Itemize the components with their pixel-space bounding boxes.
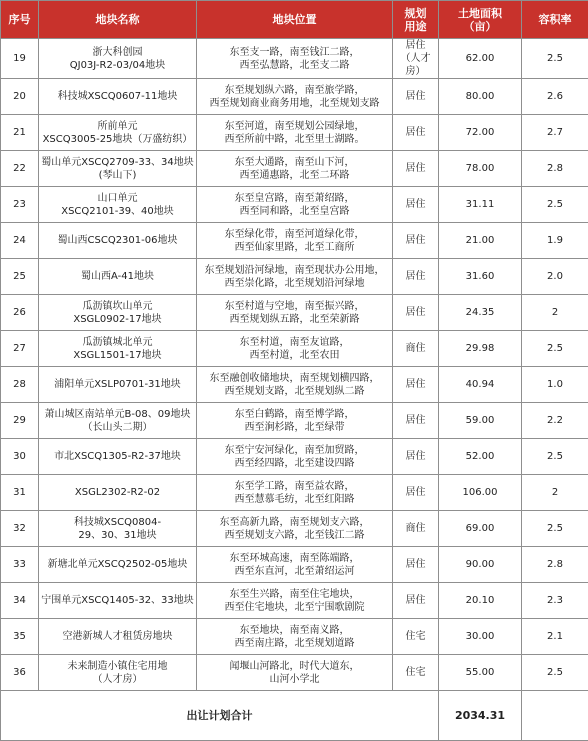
cell-far: 1.9 xyxy=(522,223,588,259)
cell-use: 居住 xyxy=(393,367,439,403)
cell-location: 东至地块，南至南义路， 西至南庄路，北至规划道路 xyxy=(197,619,393,655)
header-far: 容积率 xyxy=(522,1,588,39)
cell-use: 居住 xyxy=(393,295,439,331)
cell-name: 萧山城区南站单元B-08、09地块（长山头二期） xyxy=(39,403,197,439)
total-value: 2034.31 xyxy=(439,691,522,741)
cell-name: 科技城XSCQ0607-11地块 xyxy=(39,79,197,115)
cell-name: 所前单元 XSCQ3005-25地块（万盛纺织） xyxy=(39,115,197,151)
cell-use: 商住 xyxy=(393,511,439,547)
cell-no: 21 xyxy=(1,115,39,151)
cell-use: 居住 xyxy=(393,151,439,187)
table-row xyxy=(1,39,588,79)
header-name: 地块名称 xyxy=(39,1,197,39)
cell-name: 山口单元 XSCQ2101-39、40地块 xyxy=(39,187,197,223)
cell-location: 东至河道，南至规划公园绿地， 西至所前中路，北至里士湖路。 xyxy=(197,115,393,151)
table-row xyxy=(1,331,588,367)
cell-name: 瓜沥镇坎山单元 XSGL0902-17地块 xyxy=(39,295,197,331)
cell-use: 居住 xyxy=(393,475,439,511)
cell-name: 新塘北单元XSCQ2502-05地块 xyxy=(39,547,197,583)
cell-location: 东至宁安河绿化，南至加贸路， 西至经四路，北至建设四路 xyxy=(197,439,393,475)
cell-location: 东至融创收储地块，南至规划横四路， 西至规划支路，北至规划纵二路 xyxy=(197,367,393,403)
cell-no: 22 xyxy=(1,151,39,187)
cell-area: 20.10 xyxy=(439,583,522,619)
cell-no: 23 xyxy=(1,187,39,223)
cell-name: 浙大科创园 QJ03J-R2-03/04地块 xyxy=(39,39,197,79)
cell-name: 市北XSCQ1305-R2-37地块 xyxy=(39,439,197,475)
cell-area: 106.00 xyxy=(439,475,522,511)
cell-far: 2.8 xyxy=(522,151,588,187)
cell-use: 居住 xyxy=(393,259,439,295)
cell-location: 东至高新九路，南至规划支六路， 西至规划支六路，北至钱江二路 xyxy=(197,511,393,547)
cell-far: 2.5 xyxy=(522,511,588,547)
cell-use: 居住 xyxy=(393,187,439,223)
total-empty-cell xyxy=(522,691,588,741)
cell-no: 35 xyxy=(1,619,39,655)
cell-no: 28 xyxy=(1,367,39,403)
cell-far: 2.8 xyxy=(522,547,588,583)
cell-area: 52.00 xyxy=(439,439,522,475)
cell-use: 居住 （人才房） xyxy=(393,39,439,79)
cell-far: 2.3 xyxy=(522,583,588,619)
table-row xyxy=(1,187,588,223)
cell-no: 32 xyxy=(1,511,39,547)
cell-far: 2.7 xyxy=(522,115,588,151)
cell-area: 80.00 xyxy=(439,79,522,115)
cell-location: 闻堰山河路北，时代大道东， 山河小学北 xyxy=(197,655,393,691)
cell-location: 东至皇宫路，南至萧绍路， 西至同和路，北至皇宫路 xyxy=(197,187,393,223)
cell-area: 69.00 xyxy=(439,511,522,547)
cell-name: 蜀山单元XSCQ2709-33、34地块(琴山下) xyxy=(39,151,197,187)
table-header-row xyxy=(1,1,588,39)
cell-far: 2.2 xyxy=(522,403,588,439)
table-row xyxy=(1,259,588,295)
cell-area: 31.11 xyxy=(439,187,522,223)
cell-use: 居住 xyxy=(393,403,439,439)
header-location: 地块位置 xyxy=(197,1,393,39)
total-row xyxy=(1,691,588,741)
table-row xyxy=(1,223,588,259)
cell-area: 55.00 xyxy=(439,655,522,691)
cell-name: 瓜沥镇城北单元 XSGL1501-17地块 xyxy=(39,331,197,367)
cell-use: 居住 xyxy=(393,439,439,475)
cell-far: 2.5 xyxy=(522,331,588,367)
table-row xyxy=(1,439,588,475)
cell-no: 36 xyxy=(1,655,39,691)
cell-location: 东至支一路，南至钱江二路， 西至弘慧路，北至支二路 xyxy=(197,39,393,79)
cell-location: 东至学工路，南至益农路， 西至慧慕毛纺，北至红阳路 xyxy=(197,475,393,511)
total-label: 出让计划合计 xyxy=(1,691,439,741)
cell-area: 30.00 xyxy=(439,619,522,655)
table-row xyxy=(1,115,588,151)
cell-name: 宁围单元XSCQ1405-32、33地块 xyxy=(39,583,197,619)
cell-name: XSGL2302-R2-02 xyxy=(39,475,197,511)
cell-far: 2.1 xyxy=(522,619,588,655)
cell-area: 40.94 xyxy=(439,367,522,403)
cell-location: 东至规划纵六路，南至旅学路， 西至规划商业商务用地，北至规划支路 xyxy=(197,79,393,115)
cell-name: 浦阳单元XSLP0701-31地块 xyxy=(39,367,197,403)
cell-area: 72.00 xyxy=(439,115,522,151)
cell-use: 住宅 xyxy=(393,655,439,691)
cell-no: 26 xyxy=(1,295,39,331)
header-use: 规划 用途 xyxy=(393,1,439,39)
cell-no: 19 xyxy=(1,39,39,79)
table-row xyxy=(1,655,588,691)
cell-no: 34 xyxy=(1,583,39,619)
header-no: 序号 xyxy=(1,1,39,39)
cell-location: 东至生兴路，南至住宅地块， 西至住宅地块，北至宁围歌剧院 xyxy=(197,583,393,619)
cell-area: 78.00 xyxy=(439,151,522,187)
cell-far: 2.5 xyxy=(522,187,588,223)
cell-name: 科技城XSCQ0804- 29、30、31地块 xyxy=(39,511,197,547)
table-row xyxy=(1,403,588,439)
table-row xyxy=(1,475,588,511)
table-row xyxy=(1,367,588,403)
cell-no: 33 xyxy=(1,547,39,583)
cell-location: 东至村道，南至友谊路， 西至村道，北至农田 xyxy=(197,331,393,367)
table-row xyxy=(1,511,588,547)
cell-use: 居住 xyxy=(393,547,439,583)
cell-name: 蜀山西CSCQ2301-06地块 xyxy=(39,223,197,259)
table-row xyxy=(1,583,588,619)
cell-far: 2 xyxy=(522,475,588,511)
cell-use: 居住 xyxy=(393,583,439,619)
table-row xyxy=(1,619,588,655)
cell-location: 东至大通路，南至山下河， 西至通惠路，北至二环路 xyxy=(197,151,393,187)
cell-name: 未来制造小镇住宅用地 （人才房） xyxy=(39,655,197,691)
cell-use: 居住 xyxy=(393,115,439,151)
cell-no: 25 xyxy=(1,259,39,295)
table-row xyxy=(1,151,588,187)
cell-area: 59.00 xyxy=(439,403,522,439)
table-body xyxy=(1,39,588,741)
cell-no: 29 xyxy=(1,403,39,439)
cell-area: 29.98 xyxy=(439,331,522,367)
cell-no: 27 xyxy=(1,331,39,367)
cell-use: 居住 xyxy=(393,223,439,259)
cell-location: 东至规划沿河绿地，南至现状办公用地， 西至崇化路，北至规划沿河绿地 xyxy=(197,259,393,295)
table-row xyxy=(1,295,588,331)
cell-location: 东至白鹤路，南至博学路， 西至涧杉路，北至绿带 xyxy=(197,403,393,439)
cell-far: 2.5 xyxy=(522,39,588,79)
cell-area: 31.60 xyxy=(439,259,522,295)
cell-location: 东至绿化带，南至河道绿化带， 西至仙家里路，北至工商所 xyxy=(197,223,393,259)
cell-location: 东至环城高速，南至陈端路， 西至东直河，北至萧绍运河 xyxy=(197,547,393,583)
cell-far: 2.6 xyxy=(522,79,588,115)
cell-far: 2 xyxy=(522,295,588,331)
cell-area: 62.00 xyxy=(439,39,522,79)
table-row xyxy=(1,79,588,115)
table-row xyxy=(1,547,588,583)
cell-area: 90.00 xyxy=(439,547,522,583)
cell-use: 居住 xyxy=(393,79,439,115)
cell-far: 1.0 xyxy=(522,367,588,403)
cell-use: 住宅 xyxy=(393,619,439,655)
cell-area: 21.00 xyxy=(439,223,522,259)
header-area: 土地面积 （亩） xyxy=(439,1,522,39)
cell-use: 商住 xyxy=(393,331,439,367)
cell-location: 东至村道与空地，南至振兴路， 西至规划纵五路，北至荣新路 xyxy=(197,295,393,331)
cell-far: 2.0 xyxy=(522,259,588,295)
cell-no: 31 xyxy=(1,475,39,511)
cell-no: 30 xyxy=(1,439,39,475)
cell-no: 24 xyxy=(1,223,39,259)
cell-no: 20 xyxy=(1,79,39,115)
cell-name: 空港新城人才租赁房地块 xyxy=(39,619,197,655)
cell-area: 24.35 xyxy=(439,295,522,331)
cell-far: 2.5 xyxy=(522,655,588,691)
cell-name: 蜀山西A-41地块 xyxy=(39,259,197,295)
cell-far: 2.5 xyxy=(522,439,588,475)
